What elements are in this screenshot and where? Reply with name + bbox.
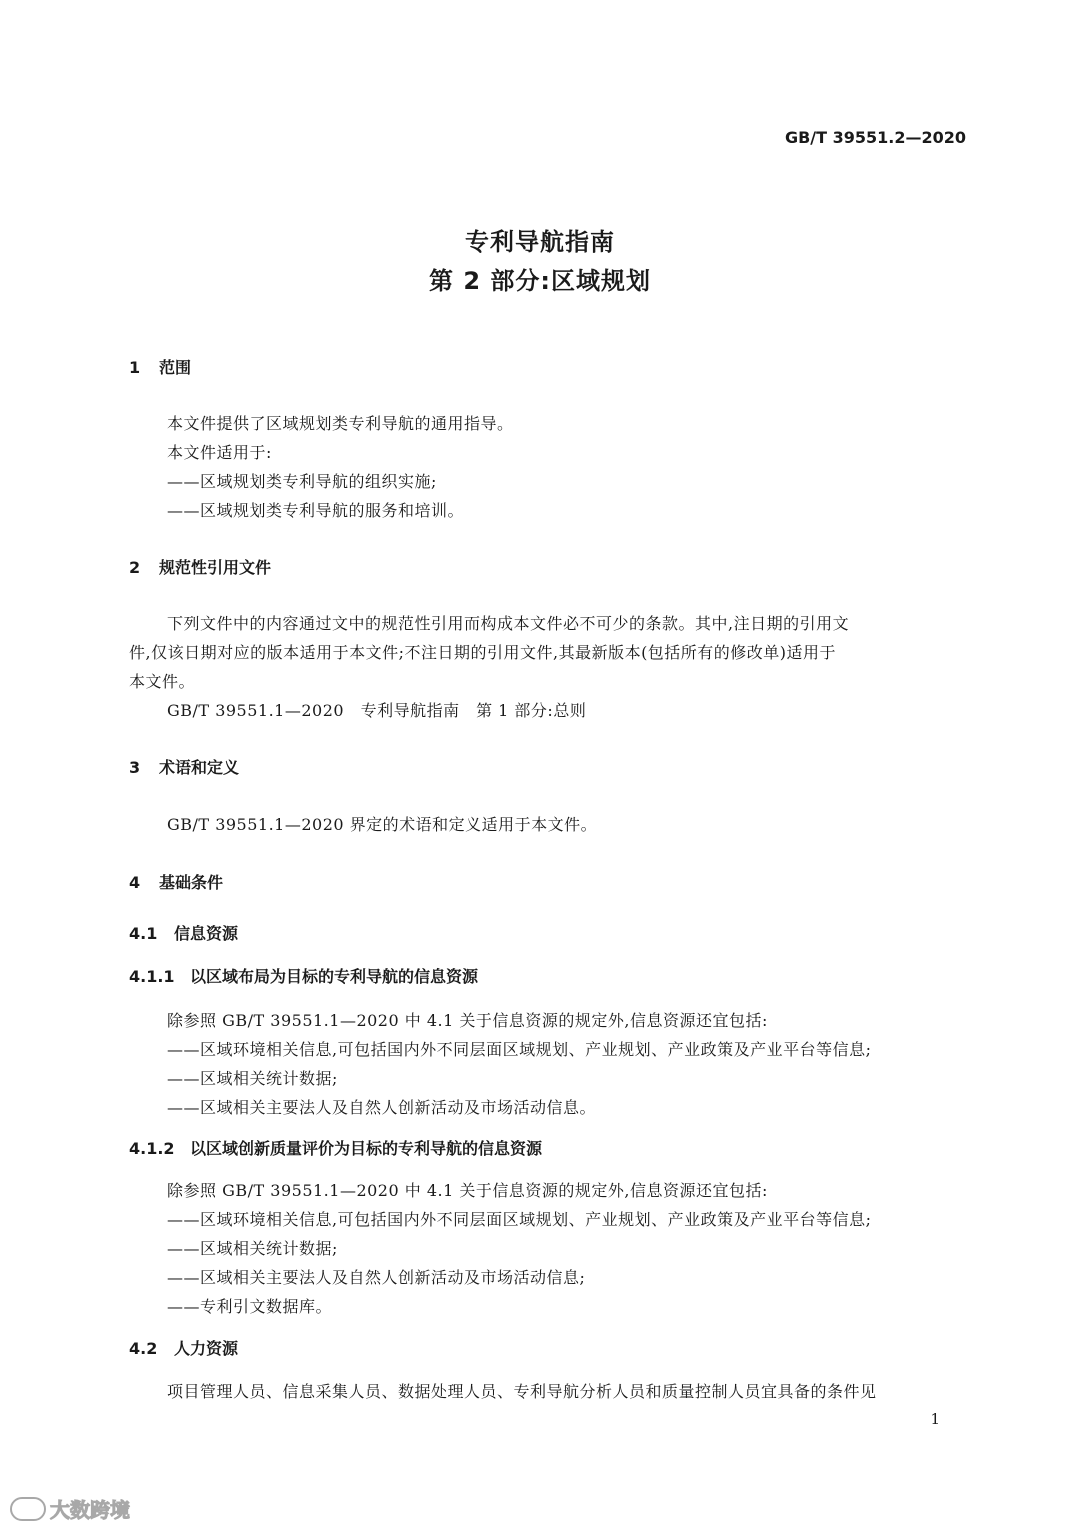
list-item: ——区域环境相关信息,可包括国内外不同层面区域规划、产业规划、产业政策及产业平台等信息;	[167, 1040, 872, 1059]
paragraph: 除参照 GB/T 39551.1—2020 中 4.1 关于信息资源的规定外,信息资源还宜包括:	[167, 1181, 768, 1200]
paragraph: 本文件适用于:	[167, 443, 272, 462]
section-title: 信息资源	[174, 924, 239, 943]
section-number: 4.1.2	[129, 1139, 175, 1158]
section-title: 人力资源	[174, 1339, 239, 1358]
list-item: ——区域相关统计数据;	[167, 1069, 338, 1088]
section-number: 4.2	[129, 1339, 158, 1358]
paragraph: GB/T 39551.1—2020 界定的术语和定义适用于本文件。	[167, 815, 598, 834]
list-item: ——区域相关主要法人及自然人创新活动及市场活动信息;	[167, 1268, 586, 1287]
watermark-text: 大数跨境	[50, 1498, 130, 1522]
paragraph: 本文件提供了区域规划类专利导航的通用指导。	[167, 414, 514, 433]
section-title: 以区域布局为目标的专利导航的信息资源	[190, 967, 479, 986]
section-heading-4-2	[129, 1336, 238, 1359]
section-heading-4-1	[129, 921, 238, 944]
section-number: 4.1	[129, 924, 158, 943]
section-number: 3	[129, 758, 141, 777]
watermark	[10, 1494, 130, 1523]
list-item: ——区域规划类专利导航的组织实施;	[167, 472, 437, 491]
list-item: ——区域环境相关信息,可包括国内外不同层面区域规划、产业规划、产业政策及产业平台等信息;	[167, 1210, 872, 1229]
document-title: 专利导航指南	[465, 228, 615, 256]
paragraph: 本文件。	[129, 672, 196, 691]
section-number: 4.1.1	[129, 967, 175, 986]
section-heading-4	[129, 870, 223, 893]
paragraph: 除参照 GB/T 39551.1—2020 中 4.1 关于信息资源的规定外,信息资源还宜包括:	[167, 1011, 768, 1030]
list-item: ——区域规划类专利导航的服务和培训。	[167, 501, 465, 520]
section-number: 2	[129, 558, 141, 577]
page-number: 1	[930, 1410, 940, 1428]
section-title: 规范性引用文件	[159, 558, 272, 577]
paragraph: 件,仅该日期对应的版本适用于本文件;不注日期的引用文件,其最新版本(包括所有的修改单)适用于	[129, 643, 837, 662]
section-title: 以区域创新质量评价为目标的专利导航的信息资源	[190, 1139, 543, 1158]
section-number: 4	[129, 873, 141, 892]
section-heading-2	[129, 555, 271, 578]
section-heading-4-1-2	[129, 1136, 542, 1159]
section-heading-3	[129, 755, 239, 778]
watermark-logo-icon	[10, 1497, 46, 1521]
reference-entry: GB/T 39551.1—2020 专利导航指南 第 1 部分:总则	[167, 701, 587, 720]
standard-number: GB/T 39551.2—2020	[784, 128, 966, 147]
section-heading-1	[129, 355, 191, 378]
list-item: ——区域相关统计数据;	[167, 1239, 338, 1258]
paragraph: 下列文件中的内容通过文中的规范性引用而构成本文件必不可少的条款。其中,注日期的引用文	[167, 614, 850, 633]
section-title: 术语和定义	[159, 758, 240, 777]
section-heading-4-1-1	[129, 964, 478, 987]
section-number: 1	[129, 358, 141, 377]
paragraph: 项目管理人员、信息采集人员、数据处理人员、专利导航分析人员和质量控制人员宜具备的条件见	[167, 1382, 877, 1401]
list-item: ——区域相关主要法人及自然人创新活动及市场活动信息。	[167, 1098, 597, 1117]
document-subtitle: 第 2 部分:区域规划	[428, 267, 651, 295]
section-title: 范围	[159, 358, 192, 377]
list-item: ——专利引文数据库。	[167, 1297, 333, 1316]
section-title: 基础条件	[159, 873, 224, 892]
